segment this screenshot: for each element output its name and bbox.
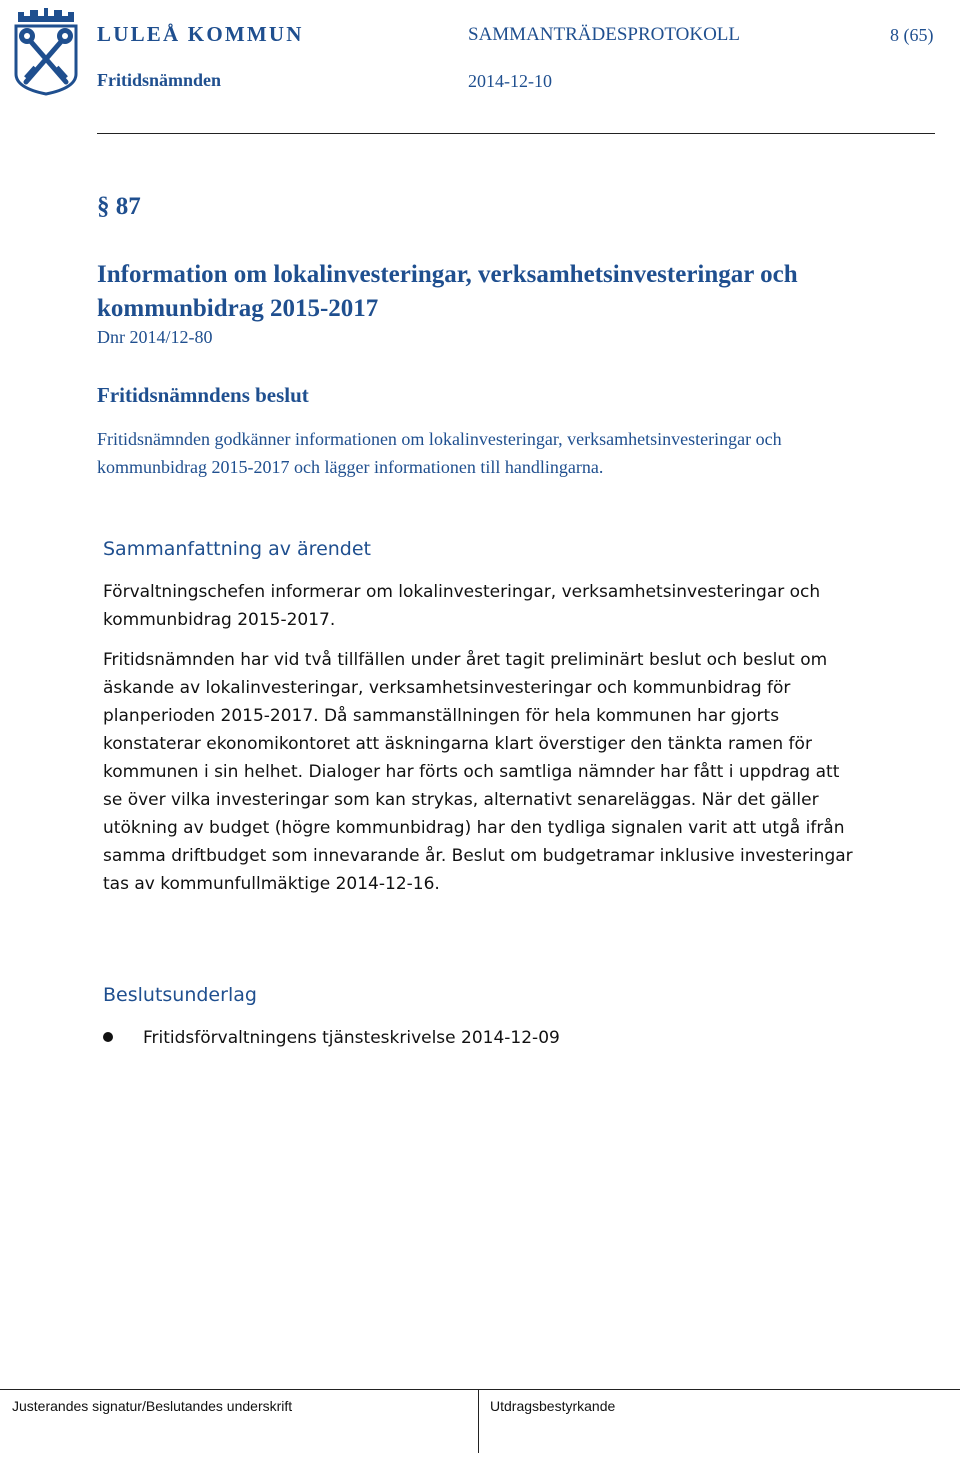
section-title: Information om lokalinvesteringar, verksamhetsinvesteringar och kommunbidrag 2015-2017 — [97, 261, 798, 322]
basis-item-text: Fritidsförvaltningens tjänsteskrivelse 2014-12-09 — [143, 1028, 560, 1048]
summary-paragraph-1: Förvaltningschefen informerar om lokalinvesteringar, verksamhetsinvesteringar och kommunbidrag 2015-2017. — [103, 582, 821, 630]
decision-text: Fritidsnämnden godkänner informationen om lokalinvesteringar, verksamhetsinvesteringar och kommunbidrag 2015-2017 och lägger informationen till handlingarna. — [97, 429, 782, 477]
section-number: § 87 — [97, 193, 141, 220]
meeting-date: 2014-12-10 — [468, 71, 552, 91]
organization-name: LULEÅ KOMMUN — [97, 22, 304, 46]
footer-column-divider — [478, 1389, 479, 1453]
footer-divider — [0, 1389, 960, 1390]
lulea-coat-of-arms-icon — [10, 4, 82, 96]
extract-certification-label: Utdragsbestyrkande — [490, 1398, 616, 1414]
header-divider — [97, 133, 935, 134]
basis-heading: Beslutsunderlag — [103, 984, 257, 1006]
document-type: SAMMANTRÄDESPROTOKOLL — [468, 24, 741, 45]
bullet-icon — [103, 1032, 113, 1042]
decision-heading: Fritidsnämndens beslut — [97, 383, 309, 407]
committee-name: Fritidsnämnden — [97, 70, 222, 90]
page-number: 8 (65) — [890, 25, 934, 45]
basis-list-item — [103, 1024, 560, 1052]
summary-paragraph-2: Fritidsnämnden har vid två tillfällen under året tagit preliminärt beslut och beslut om äskande av lokalinvesteringar, verksamhetsinvesteringar och kommunbidrag för planperioden 2015-2017. Då sammanställningen för hela kommunen har gjorts konstaterar ekonomikontoret att äskningarna klart överstiger den tänkta ramen för kommunen i sin helhet. Dialoger har förts och samtliga nämnder har fått i uppdrag att se över vilka investeringar som kan strykas, alternativt senareläggas. När det gäller utökning av budget (högre kommunbidrag) har den tydliga signalen varit att utgå ifrån samma driftbudget som innevarande år. Beslut om budgetramar inklusive investeringar tas av kommunfullmäktige 2014-12-16. — [103, 650, 853, 894]
registration-number: Dnr 2014/12-80 — [97, 327, 213, 347]
summary-heading: Sammanfattning av ärendet — [103, 538, 371, 560]
signature-label: Justerandes signatur/Beslutandes underskrift — [12, 1398, 293, 1414]
